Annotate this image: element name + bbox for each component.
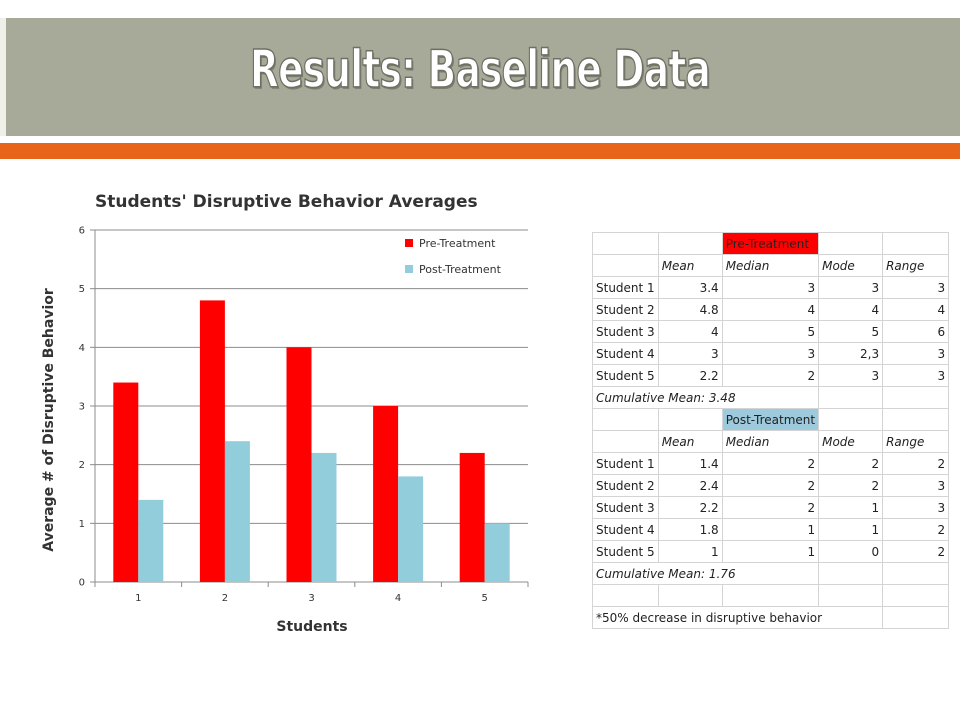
table-cell: Student 4	[593, 343, 659, 365]
table-cell: 2.2	[658, 497, 722, 519]
table-cell	[658, 409, 722, 431]
table-cell	[658, 233, 722, 255]
table-cell: 2.2	[658, 365, 722, 387]
y-tick-label: 2	[78, 460, 85, 472]
summary-table	[592, 232, 949, 629]
table-cell: 0	[819, 541, 883, 563]
table-cell	[593, 409, 659, 431]
bar-pre-treatment	[287, 347, 312, 582]
table-cell: Student 3	[593, 321, 659, 343]
table-row	[593, 475, 949, 497]
table-cell: Student 5	[593, 365, 659, 387]
summary-table-body	[593, 233, 949, 629]
table-cell: 1	[722, 519, 818, 541]
table-note-cell: Cumulative Mean: 3.48	[593, 387, 819, 409]
table-cell: 5	[722, 321, 818, 343]
table-row	[593, 343, 949, 365]
table-cell: 3	[658, 343, 722, 365]
table-cell	[883, 607, 949, 629]
table-cell: Student 2	[593, 475, 659, 497]
table-row	[593, 255, 949, 277]
bar-post-treatment	[485, 523, 510, 582]
legend-label: Post-Treatment	[419, 263, 501, 276]
table-cell	[722, 585, 818, 607]
table-cell: 3	[883, 475, 949, 497]
table-cell	[883, 409, 949, 431]
y-axis-title: Average # of Disruptive Behavior	[41, 288, 57, 552]
y-tick-label: 0	[78, 577, 85, 589]
table-cell: 2.4	[658, 475, 722, 497]
table-row	[593, 497, 949, 519]
y-tick-label: 3	[78, 401, 85, 413]
table-cell	[883, 233, 949, 255]
table-row	[593, 585, 949, 607]
bar-post-treatment	[312, 453, 337, 582]
bars	[113, 300, 509, 582]
table-cell: Mode	[819, 431, 883, 453]
x-tick-label: 2	[221, 593, 229, 604]
table-cell: 3	[819, 277, 883, 299]
bar-post-treatment	[398, 476, 423, 582]
table-cell: 2	[722, 475, 818, 497]
table-cell: Mode	[819, 255, 883, 277]
table-note-cell: *50% decrease in disruptive behavior	[593, 607, 883, 629]
table-cell: 3	[883, 277, 949, 299]
slide-title: Results: Baseline Data	[249, 40, 711, 100]
table-cell: 4	[883, 299, 949, 321]
table-cell	[819, 233, 883, 255]
table-cell: 3	[883, 497, 949, 519]
table-cell: Range	[883, 431, 949, 453]
table-cell: 4	[722, 299, 818, 321]
y-tick-label: 6	[78, 225, 85, 237]
table-cell	[593, 255, 659, 277]
bar-pre-treatment	[113, 383, 138, 582]
table-cell: Student 5	[593, 541, 659, 563]
table-row	[593, 431, 949, 453]
x-tick-label: 1	[135, 593, 142, 604]
table-cell	[658, 585, 722, 607]
table-cell: 2	[819, 453, 883, 475]
table-cell: Student 4	[593, 519, 659, 541]
legend-swatch	[405, 239, 413, 247]
table-row	[593, 541, 949, 563]
x-tick-label: 5	[481, 593, 488, 604]
table-cell	[883, 585, 949, 607]
table-cell: 2	[722, 497, 818, 519]
table-cell	[593, 431, 659, 453]
table-row	[593, 299, 949, 321]
chart-title: Students' Disruptive Behavior Averages	[95, 192, 478, 212]
table-cell: 1	[658, 541, 722, 563]
table-row	[593, 365, 949, 387]
table-cell	[593, 233, 659, 255]
table-cell: 3	[883, 343, 949, 365]
table-cell: 2	[883, 541, 949, 563]
table-row	[593, 563, 949, 585]
table-row	[593, 519, 949, 541]
table-cell: 1	[722, 541, 818, 563]
table-cell	[819, 585, 883, 607]
table-cell: Mean	[658, 431, 722, 453]
table-section-header: Post-Treatment	[722, 409, 818, 431]
table-note-cell: Cumulative Mean: 1.76	[593, 563, 819, 585]
table-row	[593, 277, 949, 299]
x-axis-title: Students	[276, 619, 348, 635]
table-cell: 3	[722, 343, 818, 365]
legend-swatch	[405, 265, 413, 273]
table-cell	[819, 409, 883, 431]
table-cell: 2	[722, 453, 818, 475]
bar-post-treatment	[138, 500, 163, 582]
table-row	[593, 233, 949, 255]
table-cell: 4	[658, 321, 722, 343]
legend-label: Pre-Treatment	[419, 237, 496, 250]
bar-pre-treatment	[460, 453, 485, 582]
table-cell: 1.8	[658, 519, 722, 541]
bar-pre-treatment	[373, 406, 398, 582]
table-cell: 6	[883, 321, 949, 343]
table-cell: Student 1	[593, 277, 659, 299]
table-cell: Mean	[658, 255, 722, 277]
table-section-header: Pre-Treatment	[722, 233, 818, 255]
table-cell	[883, 563, 949, 585]
bar-pre-treatment	[200, 300, 225, 582]
table-cell: 2	[883, 453, 949, 475]
table-cell: 1	[819, 519, 883, 541]
table-cell: 3	[722, 277, 818, 299]
x-tick-label: 4	[394, 593, 402, 604]
table-cell: Student 2	[593, 299, 659, 321]
y-tick-label: 1	[78, 518, 85, 530]
table-cell: 2	[819, 475, 883, 497]
table-cell: Range	[883, 255, 949, 277]
table-cell: Student 3	[593, 497, 659, 519]
table-row	[593, 409, 949, 431]
table-cell: 3	[819, 365, 883, 387]
table-cell: 4.8	[658, 299, 722, 321]
table-row	[593, 387, 949, 409]
bar-post-treatment	[225, 441, 250, 582]
table-row	[593, 453, 949, 475]
table-cell: Median	[722, 255, 818, 277]
table-cell	[883, 387, 949, 409]
table-cell: 2	[722, 365, 818, 387]
table-row	[593, 607, 949, 629]
table-cell: 2	[883, 519, 949, 541]
table-cell	[593, 585, 659, 607]
table-cell: 5	[819, 321, 883, 343]
table-cell: 3	[883, 365, 949, 387]
table-cell: 4	[819, 299, 883, 321]
table-cell: 1	[819, 497, 883, 519]
table-cell	[819, 387, 883, 409]
x-tick-label: 3	[308, 593, 315, 604]
table-row	[593, 321, 949, 343]
y-tick-label: 4	[78, 342, 85, 354]
table-cell	[819, 563, 883, 585]
table-cell: Student 1	[593, 453, 659, 475]
table-cell: Median	[722, 431, 818, 453]
y-tick-label: 5	[78, 284, 85, 296]
table-cell: 1.4	[658, 453, 722, 475]
table-cell: 2,3	[819, 343, 883, 365]
table-cell: 3.4	[658, 277, 722, 299]
legend	[405, 237, 502, 276]
